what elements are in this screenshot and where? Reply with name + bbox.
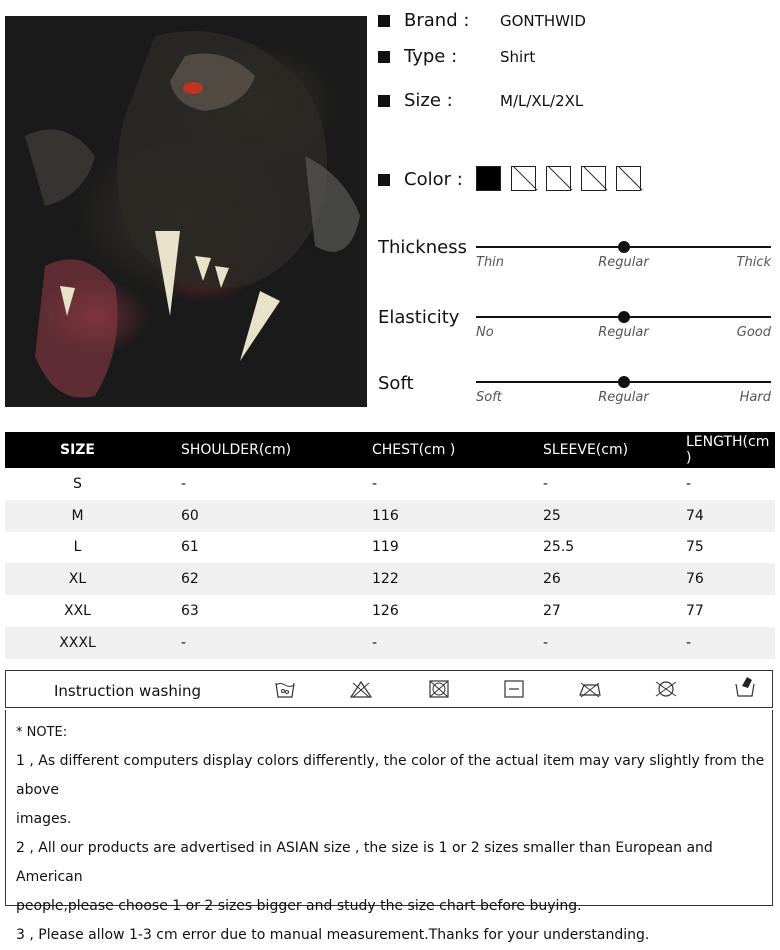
table-row — [5, 468, 775, 500]
note-heading: * NOTE: — [16, 725, 68, 740]
scale-marker — [618, 311, 630, 323]
cell-shoulder: 60 — [151, 500, 352, 532]
cell-length: 75 — [674, 532, 775, 564]
header-sleeve: SLEEVE(cm) — [513, 432, 674, 468]
cell-sleeve: - — [513, 627, 674, 659]
cell-shoulder: - — [151, 627, 352, 659]
cell-length: - — [674, 627, 775, 659]
scale-right-label: Thick — [736, 255, 771, 270]
header-chest: CHEST(cm ) — [352, 432, 513, 468]
scale-left-label: Soft — [476, 390, 502, 405]
scale-left-label: No — [476, 325, 494, 340]
color-label: Color : — [404, 169, 463, 190]
scale-middle-label: Regular — [598, 325, 649, 340]
cell-chest: 116 — [352, 500, 513, 532]
type-value: Shirt — [500, 47, 536, 66]
scale-right-label: Hard — [739, 390, 771, 405]
note-line: images. — [16, 811, 72, 827]
cell-chest: - — [352, 468, 513, 500]
cell-size: S — [5, 468, 151, 500]
cell-size: XXL — [5, 595, 151, 627]
scale-middle-label: Regular — [598, 255, 649, 270]
product-image — [5, 16, 367, 407]
cell-chest: 119 — [352, 532, 513, 564]
cell-sleeve: 27 — [513, 595, 674, 627]
scale-marker — [618, 241, 630, 253]
scale-left-label: Thin — [476, 255, 505, 270]
cell-sleeve: 25 — [513, 500, 674, 532]
cell-length: - — [674, 468, 775, 500]
brand-value: GONTHWID — [500, 11, 586, 30]
color-swatches — [476, 166, 641, 191]
cell-length: 74 — [674, 500, 775, 532]
flat-dry-icon — [502, 677, 526, 701]
scale-marker — [618, 376, 630, 388]
color-swatch-unavailable — [546, 166, 571, 191]
cell-size: L — [5, 532, 151, 564]
note-line: 2 , All our products are advertised in ASIAN size , the size is 1 or 2 sizes smaller than European and American — [16, 840, 713, 885]
cell-size: XXXL — [5, 627, 151, 659]
no-tumble-dry-icon — [427, 677, 451, 701]
cell-chest: 122 — [352, 563, 513, 595]
washing-title: Instruction washing — [54, 682, 202, 700]
size-label: Size : — [404, 90, 453, 111]
table-row — [5, 563, 775, 595]
bullet — [378, 51, 390, 63]
note-line: people,please choose 1 or 2 sizes bigger and study the size chart before buying. — [16, 898, 582, 914]
cell-chest: 126 — [352, 595, 513, 627]
header-size: SIZE — [5, 432, 151, 468]
size-chart-table — [5, 432, 775, 659]
table-row — [5, 500, 775, 532]
brand-label: Brand : — [404, 10, 470, 31]
scale-middle-label: Regular — [598, 390, 649, 405]
color-swatch-unavailable — [511, 166, 536, 191]
cell-length: 76 — [674, 563, 775, 595]
table-row — [5, 532, 775, 564]
cell-size: M — [5, 500, 151, 532]
spec-size — [378, 90, 583, 111]
cell-sleeve: - — [513, 468, 674, 500]
header-length: LENGTH(cm ) — [674, 432, 775, 468]
note-line: 3 , Please allow 1-3 cm error due to manual measurement.Thanks for your understanding. — [16, 927, 650, 943]
cell-chest: - — [352, 627, 513, 659]
hand-wash-icon — [273, 677, 297, 701]
elasticity-title: Elasticity — [378, 307, 460, 328]
iron-low-icon — [578, 677, 602, 701]
header-shoulder: SHOULDER(cm) — [151, 432, 352, 468]
spec-type — [378, 46, 535, 67]
cell-sleeve: 26 — [513, 563, 674, 595]
spec-color — [378, 169, 490, 190]
spec-brand — [378, 10, 586, 31]
color-swatch-black[interactable] — [476, 166, 501, 191]
no-dry-clean-icon — [654, 677, 678, 701]
table-row — [5, 595, 775, 627]
soft-title: Soft — [378, 373, 414, 394]
washing-instructions — [5, 670, 773, 708]
cell-shoulder: 62 — [151, 563, 352, 595]
note-line: 1 , As different computers display colors differently, the color of the actual item may vary slightly from the above — [16, 753, 765, 798]
no-bleach-icon — [349, 677, 373, 701]
type-label: Type : — [404, 46, 458, 67]
size-value: M/L/XL/2XL — [500, 91, 584, 110]
bullet — [378, 15, 390, 27]
color-swatch-unavailable — [616, 166, 641, 191]
table-header-row — [5, 432, 775, 468]
cell-shoulder: 61 — [151, 532, 352, 564]
bullet — [378, 95, 390, 107]
color-swatch-unavailable — [581, 166, 606, 191]
cell-shoulder: 63 — [151, 595, 352, 627]
cell-shoulder: - — [151, 468, 352, 500]
scale-right-label: Good — [736, 325, 771, 340]
hand-wash-only-icon — [733, 674, 757, 698]
thickness-title: Thickness — [378, 237, 467, 258]
table-row — [5, 627, 775, 659]
notes-section — [5, 710, 773, 943]
bullet — [378, 174, 390, 186]
cell-sleeve: 25.5 — [513, 532, 674, 564]
cell-size: XL — [5, 563, 151, 595]
cell-length: 77 — [674, 595, 775, 627]
